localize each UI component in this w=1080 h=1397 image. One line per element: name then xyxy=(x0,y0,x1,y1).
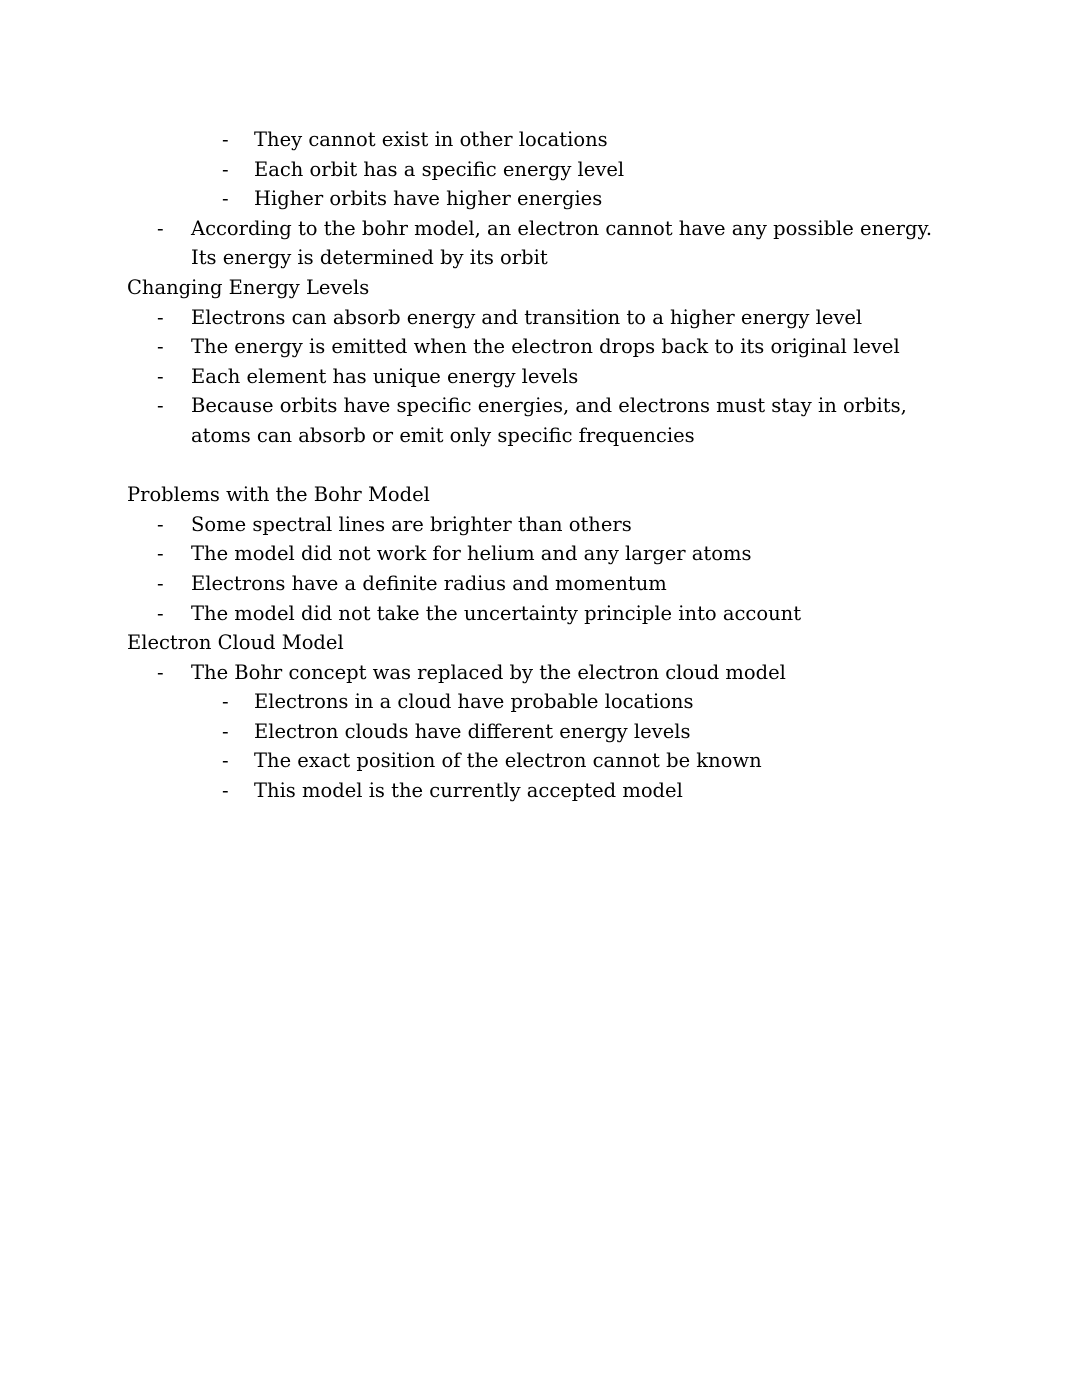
problems-bohr-model-list xyxy=(127,510,957,628)
list-item: - Some spectral lines are brighter than others xyxy=(127,510,957,540)
dash-bullet-icon: - xyxy=(222,749,229,773)
list-item: - Electrons can absorb energy and transition to a higher energy level xyxy=(127,303,957,333)
dash-bullet-icon: - xyxy=(157,216,164,240)
section-heading-changing-energy-levels: Changing Energy Levels xyxy=(127,275,370,299)
dash-bullet-icon: - xyxy=(222,157,229,181)
dash-bullet-icon: - xyxy=(157,335,164,359)
section-heading-electron-cloud-model: Electron Cloud Model xyxy=(127,631,344,655)
list-item: - The model did not work for helium and any larger atoms xyxy=(127,539,957,569)
dash-bullet-icon: - xyxy=(222,690,229,714)
list-item: - Electron clouds have different energy levels xyxy=(127,717,957,747)
dash-bullet-icon: - xyxy=(222,128,229,151)
dash-bullet-icon: - xyxy=(157,512,164,536)
intro-sub-list xyxy=(127,125,957,214)
dash-bullet-icon: - xyxy=(157,571,164,595)
list-item: - Each element has unique energy levels xyxy=(127,362,957,392)
dash-bullet-icon: - xyxy=(222,779,229,803)
list-item: - This model is the currently accepted model xyxy=(127,776,957,806)
list-item: - Electrons have a definite radius and momentum xyxy=(127,569,957,599)
electron-cloud-model-sub-list xyxy=(127,687,957,805)
list-item: - Because orbits have specific energies, and electrons must stay in orbits, atoms can absorb or emit only specific frequencies xyxy=(127,391,957,450)
list-item: - The Bohr concept was replaced by the electron cloud model xyxy=(127,658,957,688)
dash-bullet-icon: - xyxy=(222,187,229,211)
dash-bullet-icon: - xyxy=(157,660,164,684)
dash-bullet-icon: - xyxy=(157,394,164,418)
blank-line xyxy=(127,451,957,481)
list-item: - Each orbit has a specific energy level xyxy=(127,155,957,185)
changing-energy-levels-list xyxy=(127,303,957,451)
electron-cloud-model-list xyxy=(127,658,957,688)
section-heading-problems-bohr-model: Problems with the Bohr Model xyxy=(127,483,430,507)
document-content xyxy=(127,125,957,806)
intro-list xyxy=(127,214,957,273)
list-item: - They cannot exist in other locations xyxy=(127,125,957,155)
list-item: - Higher orbits have higher energies xyxy=(127,184,957,214)
dash-bullet-icon: - xyxy=(157,601,164,625)
list-item: - The model did not take the uncertainty principle into account xyxy=(127,599,957,629)
list-item: - The exact position of the electron cannot be known xyxy=(127,746,957,776)
list-item: - Electrons in a cloud have probable locations xyxy=(127,687,957,717)
dash-bullet-icon: - xyxy=(157,364,164,388)
list-item: - According to the bohr model, an electron cannot have any possible energy. Its energy is determined by its orbit xyxy=(127,214,957,273)
list-item: - The energy is emitted when the electron drops back to its original level xyxy=(127,332,957,362)
dash-bullet-icon: - xyxy=(157,542,164,566)
dash-bullet-icon: - xyxy=(157,305,164,329)
dash-bullet-icon: - xyxy=(222,719,229,743)
